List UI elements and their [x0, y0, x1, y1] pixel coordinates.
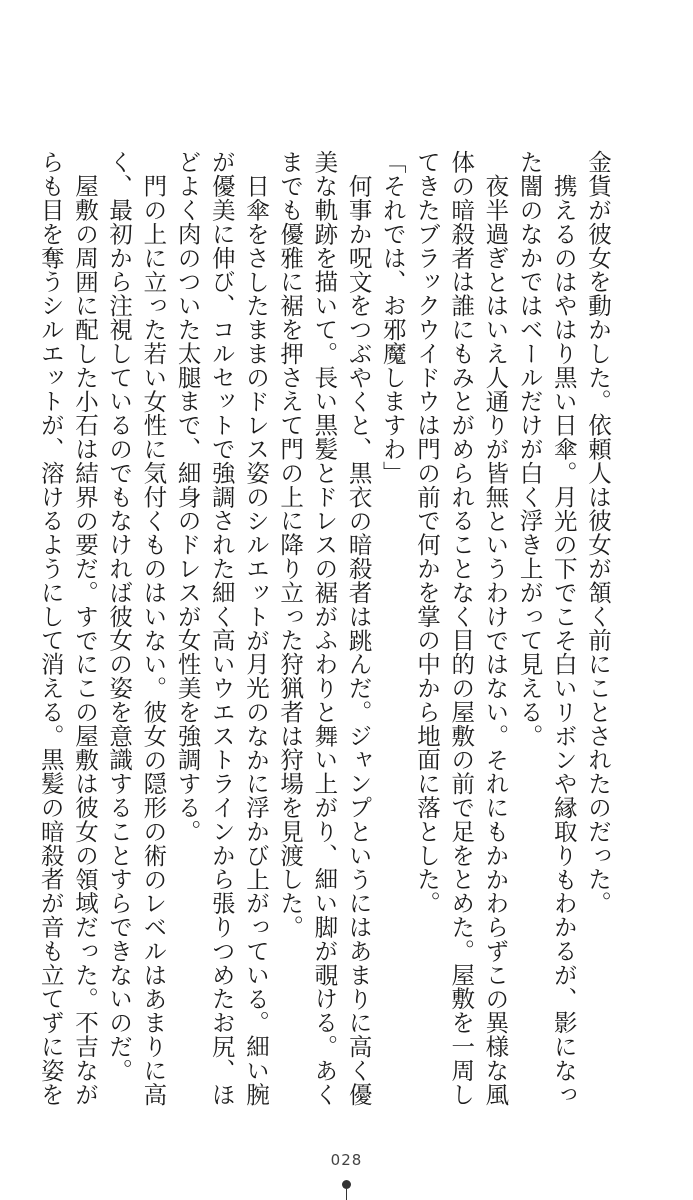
text-line: 日傘をさしたままのドレス姿のシルエットが月光のなかに浮かび上がっている。細い腕: [241, 173, 270, 1106]
text-line: 門の上に立った若い女性に気付くものはいない。彼女の隠形の術のレベルはあまりに高: [139, 173, 168, 1106]
text-line: までも優雅に裾を押さえて門の上に降り立った狩猟者は狩場を見渡した。: [276, 150, 305, 939]
text-line: らも目を奪うシルエットが、溶けるようにして消える。黒髪の暗殺者が音も立てずに姿を: [36, 150, 65, 1106]
text-line: 携えるのはやはり黒い日傘。月光の下でこそ白いリボンや縁取りもわかるが、影になっ: [549, 173, 578, 1106]
vertical-text-body: [36, 150, 615, 1106]
page-marker-line: [346, 1189, 347, 1200]
page-number: 028: [330, 1151, 363, 1169]
text-line: 「それでは、お邪魔しますわ」: [378, 150, 407, 485]
text-line: 金貨が彼女を動かした。依頼人は彼女が頷く前にことされたのだった。: [584, 150, 612, 915]
text-line: く、最初から注視しているのでもなければ彼女の姿を意識することすらできないのだ。: [105, 150, 134, 1083]
text-line: 美な軌跡を描いて。長い黒髪とドレスの裾がふわりと舞い上がり、細い脚が覗ける。あく: [310, 150, 339, 1106]
text-line: 夜半過ぎとはいえ人通りが皆無というわけではない。それにもかかわらずこの異様な風: [481, 173, 510, 1106]
text-line: どよく肉のついた太腿まで、細身のドレスが女性美を強調する。: [173, 150, 202, 844]
text-line: 体の暗殺者は誰にもみとがめられることなく目的の屋敷の前で足をとめた。屋敷を一周し: [447, 150, 476, 1106]
text-line: 何事か呪文をつぶやくと、黒衣の暗殺者は跳んだ。ジャンプというにはあまりに高く優: [344, 173, 373, 1106]
text-line: 屋敷の周囲に配した小石は結界の要だ。すでにこの屋敷は彼女の領域だった。不吉なが: [70, 173, 99, 1106]
text-line: た闇のなかではベールだけが白く浮き上がって見える。: [515, 150, 544, 748]
page-marker-dot: [342, 1180, 351, 1189]
text-line: てきたブラックウイドウは門の前で何かを掌の中から地面に落とした。: [412, 150, 441, 915]
text-line: が優美に伸び、コルセットで強調された細く高いウエストラインから張りつめたお尻、ほ: [207, 150, 236, 1106]
